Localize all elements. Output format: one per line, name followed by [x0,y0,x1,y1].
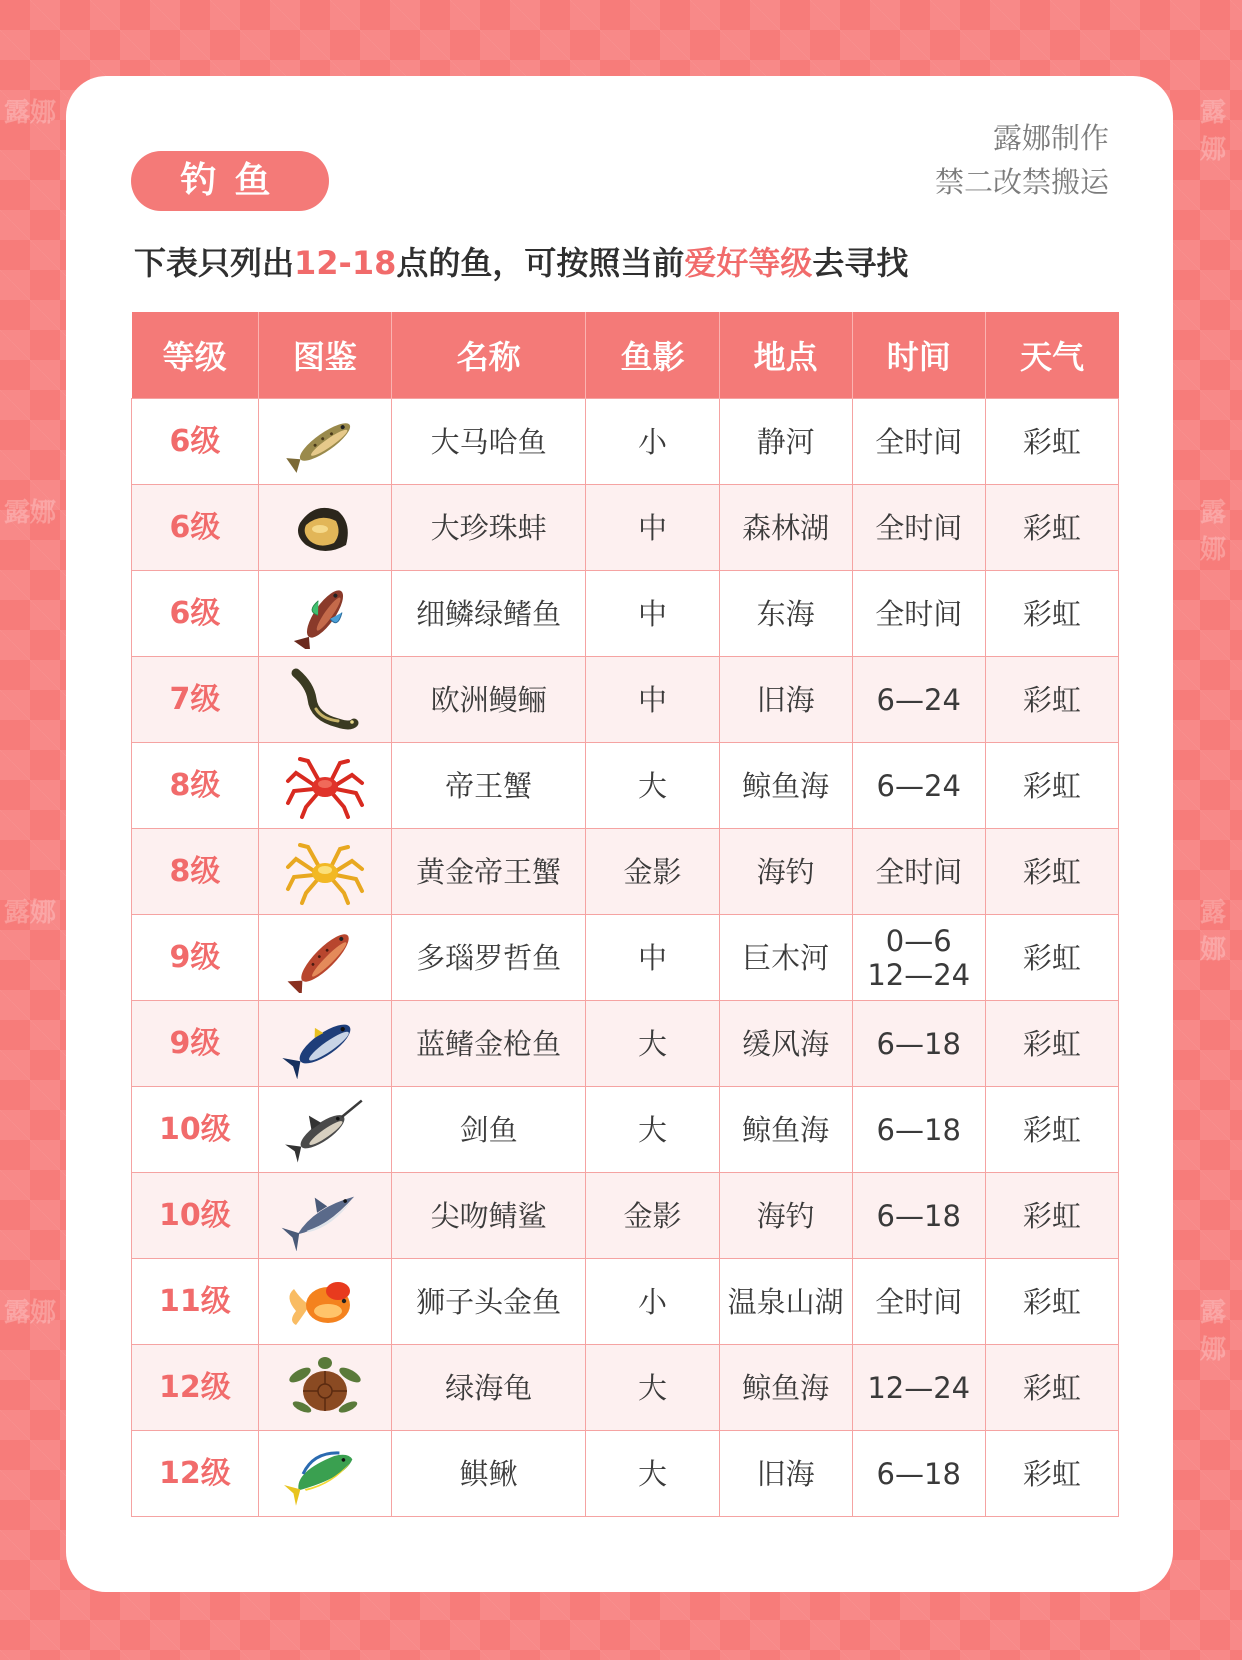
cell-level: 12级 [132,1345,259,1431]
cell-location: 鲸鱼海 [719,1345,852,1431]
cell-weather: 彩虹 [985,743,1118,829]
mahi-mahi-icon [280,1439,370,1509]
red-king-crab-icon [280,751,370,821]
cell-time: 全时间 [852,399,985,485]
cell-location: 鲸鱼海 [719,743,852,829]
cell-location: 旧海 [719,1431,852,1517]
cell-name: 尖吻鲭鲨 [391,1173,585,1259]
cell-time: 12—24 [852,1345,985,1431]
cell-name: 剑鱼 [391,1087,585,1173]
content-card [66,76,1173,1592]
watermark: 露娜 [4,898,57,928]
cell-name: 绿海龟 [391,1345,585,1431]
cell-level: 9级 [132,1001,259,1087]
cell-icon [258,485,391,571]
cell-time: 6—24 [852,657,985,743]
cell-weather: 彩虹 [985,1259,1118,1345]
cell-time: 全时间 [852,1259,985,1345]
header-shadow: 鱼影 [586,312,719,399]
subtitle-text: 点的鱼，可按照当前 [396,244,685,282]
cell-shadow: 大 [586,743,719,829]
table-row [132,915,1119,1001]
cell-level: 6级 [132,399,259,485]
cell-weather: 彩虹 [985,657,1118,743]
cell-time [852,915,985,1001]
table-row [132,1431,1119,1517]
table-row [132,1259,1119,1345]
cell-time: 6—18 [852,1001,985,1087]
watermark: 露娜 [1200,898,1227,965]
cell-level: 11级 [132,1259,259,1345]
table-header-row [132,312,1119,399]
cell-location: 缓风海 [719,1001,852,1087]
sea-turtle-icon [280,1353,370,1423]
cell-time: 全时间 [852,485,985,571]
subtitle-text: 去寻找 [812,244,909,282]
cell-time: 全时间 [852,829,985,915]
cell-icon [258,829,391,915]
cell-location: 海钓 [719,829,852,915]
cell-location: 巨木河 [719,915,852,1001]
cell-name: 鲯鳅 [391,1431,585,1517]
trout-icon [280,407,370,477]
cell-time: 6—24 [852,743,985,829]
cell-weather: 彩虹 [985,1173,1118,1259]
table-row [132,571,1119,657]
cell-time: 6—18 [852,1173,985,1259]
cell-shadow: 金影 [586,829,719,915]
cell-location: 温泉山湖 [719,1259,852,1345]
cell-time: 6—18 [852,1431,985,1517]
cell-weather: 彩虹 [985,571,1118,657]
header-time: 时间 [852,312,985,399]
greenling-icon [280,579,370,649]
table-row [132,1087,1119,1173]
subtitle [134,238,908,284]
cell-weather: 彩虹 [985,915,1118,1001]
cell-time: 全时间 [852,571,985,657]
table-row [132,657,1119,743]
subtitle-highlight-level: 爱好等级 [684,244,813,282]
subtitle-highlight-points: 12-18 [294,244,397,282]
watermark: 露娜 [1200,98,1227,165]
credit-author: 露娜制作 [992,121,1109,155]
salmon-icon [280,923,370,993]
cell-icon [258,915,391,1001]
cell-weather: 彩虹 [985,1087,1118,1173]
cell-shadow: 大 [586,1001,719,1087]
cell-icon [258,399,391,485]
cell-icon [258,1001,391,1087]
cell-time-line: 0—6 [885,923,952,958]
cell-level: 10级 [132,1173,259,1259]
cell-weather: 彩虹 [985,1345,1118,1431]
watermark: 露娜 [4,498,57,528]
subtitle-text: 下表只列出 [134,244,295,282]
credit [935,116,1109,204]
cell-level: 8级 [132,743,259,829]
table-row [132,829,1119,915]
table-row [132,743,1119,829]
table-row [132,1345,1119,1431]
cell-icon [258,1345,391,1431]
tuna-icon [280,1009,370,1079]
cell-icon [258,571,391,657]
cell-weather: 彩虹 [985,829,1118,915]
cell-weather: 彩虹 [985,1001,1118,1087]
cell-shadow: 中 [586,915,719,1001]
watermark: 露娜 [4,1298,57,1328]
table-row [132,1001,1119,1087]
cell-location: 森林湖 [719,485,852,571]
cell-name: 多瑙罗哲鱼 [391,915,585,1001]
table-row [132,1173,1119,1259]
cell-shadow: 小 [586,399,719,485]
cell-level: 8级 [132,829,259,915]
cell-name: 大珍珠蚌 [391,485,585,571]
cell-icon [258,657,391,743]
cell-weather: 彩虹 [985,1431,1118,1517]
cell-level: 6级 [132,571,259,657]
header-icon: 图鉴 [258,312,391,399]
cell-level: 6级 [132,485,259,571]
pearl-mussel-icon [280,493,370,563]
cell-name: 帝王蟹 [391,743,585,829]
cell-icon [258,743,391,829]
swordfish-icon [280,1095,370,1165]
table-row [132,399,1119,485]
cell-level: 9级 [132,915,259,1001]
cell-time-line: 12—24 [867,957,971,992]
watermark: 露娜 [4,98,57,128]
cell-icon [258,1087,391,1173]
header-level: 等级 [132,312,259,399]
cell-name: 大马哈鱼 [391,399,585,485]
cell-icon [258,1259,391,1345]
cell-icon [258,1173,391,1259]
goldfish-icon [280,1267,370,1337]
cell-shadow: 大 [586,1345,719,1431]
header-name: 名称 [391,312,585,399]
cell-location: 旧海 [719,657,852,743]
cell-shadow: 中 [586,571,719,657]
cell-name: 细鳞绿鳍鱼 [391,571,585,657]
cell-level: 7级 [132,657,259,743]
cell-shadow: 小 [586,1259,719,1345]
cell-shadow: 中 [586,657,719,743]
cell-time: 6—18 [852,1087,985,1173]
cell-shadow: 中 [586,485,719,571]
cell-shadow: 大 [586,1087,719,1173]
cell-name: 黄金帝王蟹 [391,829,585,915]
cell-level: 12级 [132,1431,259,1517]
header-weather: 天气 [985,312,1118,399]
cell-icon [258,1431,391,1517]
cell-name: 蓝鳍金枪鱼 [391,1001,585,1087]
cell-weather: 彩虹 [985,485,1118,571]
watermark: 露娜 [1200,498,1227,565]
cell-weather: 彩虹 [985,399,1118,485]
mako-shark-icon [280,1181,370,1251]
cell-location: 静河 [719,399,852,485]
cell-location: 海钓 [719,1173,852,1259]
table-row [132,485,1119,571]
section-title: 钓鱼 [131,151,329,211]
cell-location: 鲸鱼海 [719,1087,852,1173]
golden-king-crab-icon [280,837,370,907]
cell-shadow: 金影 [586,1173,719,1259]
cell-level: 10级 [132,1087,259,1173]
cell-name: 狮子头金鱼 [391,1259,585,1345]
header-location: 地点 [719,312,852,399]
fish-table [131,312,1119,1517]
watermark: 露娜 [1200,1298,1227,1365]
cell-shadow: 大 [586,1431,719,1517]
eel-icon [280,665,370,735]
cell-location: 东海 [719,571,852,657]
credit-notice: 禁二改禁搬运 [934,165,1109,199]
cell-name: 欧洲鳗鲡 [391,657,585,743]
